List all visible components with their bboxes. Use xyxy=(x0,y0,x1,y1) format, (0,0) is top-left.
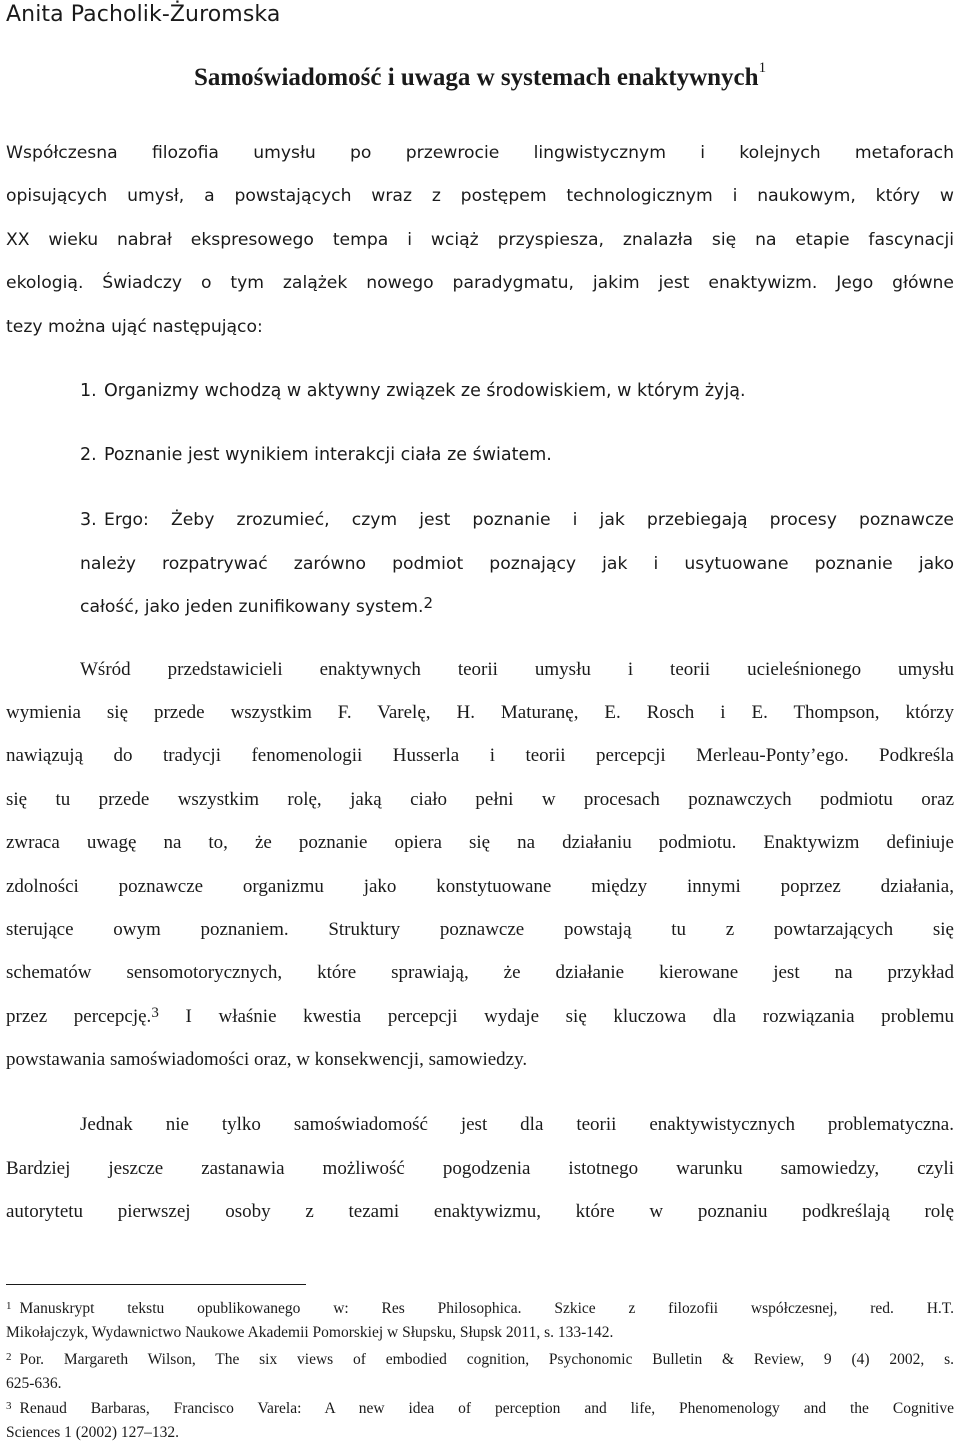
list-number: 1. xyxy=(80,381,97,401)
list-item-3-last-line xyxy=(80,592,954,622)
footnote-separator xyxy=(6,1284,306,1285)
footnote-text: Manuskrypt tekstu opublikowanego w: Res Philosophica. Szkice z filozofii współczesnej, red. H.T. xyxy=(19,1300,954,1317)
footnote-number: 1 xyxy=(6,1300,12,1312)
body-line: autorytetu pierwszej osoby z tezami enaktywizmu, które w poznaniu podkreślają rolę xyxy=(6,1201,954,1222)
body-line: zwraca uwagę na to, że poznanie opiera się na działaniu podmiotu. Enaktywizm definiuje xyxy=(6,832,954,853)
title-footnote-ref: 1 xyxy=(758,60,767,76)
body-line: schematów sensomotorycznych, które sprawiają, że działanie kierowane jest na przykład xyxy=(6,962,954,983)
body-line: Bardziej jeszcze zastanawia możliwość pogodzenia istotnego warunku samowiedzy, czyli xyxy=(6,1158,954,1179)
footnote-text: Por. Margareth Wilson, The six views of embodied cognition, Psychonomic Bulletin & Review, 9 (4) 2002, s. xyxy=(19,1351,954,1368)
intro-line: XX wieku nabrał ekspresowego tempa i wciąż przyspiesza, znalazła się na etapie fascynacji xyxy=(6,230,954,250)
footnote-ref: 3 xyxy=(151,1005,159,1021)
body-line: sterujące owym poznaniem. Struktury poznawcze powstają tu z powtarzających się xyxy=(6,919,954,940)
intro-line: tezy można ująć następująco: xyxy=(6,317,263,337)
footnote-1-line xyxy=(6,1298,954,1320)
author-name: Anita Pacholik-Żuromska xyxy=(6,2,281,27)
body-line: zdolności poznawcze organizmu jako konstytuowane między innymi poprzez działania, xyxy=(6,876,954,897)
body-text: przez percepcję. xyxy=(6,1006,152,1027)
footnote-number: 3 xyxy=(6,1400,12,1412)
footnote-3-line xyxy=(6,1398,954,1420)
body-line: nawiązują do tradycji fenomenologii Husserla i teorii percepcji Merleau-Ponty’ego. Podkreśla xyxy=(6,745,954,766)
footnote-number: 2 xyxy=(6,1351,12,1363)
body-line: wymienia się przede wszystkim F. Varelę, H. Maturanę, E. Rosch i E. Thompson, którzy xyxy=(6,702,954,723)
body-text: I właśnie kwestia percepcji wydaje się kluczowa dla rozwiązania problemu xyxy=(185,1006,954,1027)
list-text: całość, jako jeden zunifikowany system. xyxy=(80,597,424,617)
footnote-2-line xyxy=(6,1349,954,1371)
intro-line: Współczesna filozofia umysłu po przewrocie lingwistycznym i kolejnych metaforach xyxy=(6,143,954,163)
footnote-text: 625-636. xyxy=(6,1375,62,1392)
footnote-ref: 2 xyxy=(423,594,434,612)
footnote-text: Sciences 1 (2002) 127–132. xyxy=(6,1424,180,1441)
intro-line: opisujących umysł, a powstających wraz z postępem technologicznym i naukowym, który w xyxy=(6,186,954,206)
list-number: 2. xyxy=(80,445,97,465)
body-line: się tu przede wszystkim rolę, jaką ciało pełni w procesach poznawczych podmiotu oraz xyxy=(6,789,954,810)
body-line-with-note xyxy=(6,1002,954,1032)
title-text: Samoświadomość i uwaga w systemach enaktywnych xyxy=(193,64,759,91)
body-line: powstawania samoświadomości oraz, w konsekwencji, samowiedzy. xyxy=(6,1049,528,1070)
footnote-text: Renaud Barbaras, Francisco Varela: A new idea of perception and life, Phenomenology and the Cognitive xyxy=(19,1400,954,1417)
list-text: Organizmy wchodzą w aktywny związek ze środowiskiem, w którym żyją. xyxy=(104,381,746,401)
list-number: 3. xyxy=(80,510,97,530)
document-title xyxy=(0,60,960,92)
body-line: Jednak nie tylko samoświadomość jest dla teorii enaktywistycznych problematyczna. xyxy=(80,1114,954,1135)
list-text: Ergo: Żeby zrozumieć, czym jest poznanie i jak przebiegają procesy poznawcze xyxy=(104,510,954,530)
body-line: Wśród przedstawicieli enaktywnych teorii umysłu i teorii ucieleśnionego umysłu xyxy=(80,659,954,680)
list-text: Poznanie jest wynikiem interakcji ciała ze światem. xyxy=(104,445,552,465)
footnote-text: Mikołajczyk, Wydawnictwo Naukowe Akademii Pomorskiej w Słupsku, Słupsk 2011, s. 133-142. xyxy=(6,1324,614,1341)
intro-line: ekologią. Świadczy o tym zalążek nowego paradygmatu, jakim jest enaktywizm. Jego główne xyxy=(6,273,954,293)
list-text: należy rozpatrywać zarówno podmiot poznający jak i usytuowane poznanie jako xyxy=(80,554,954,574)
